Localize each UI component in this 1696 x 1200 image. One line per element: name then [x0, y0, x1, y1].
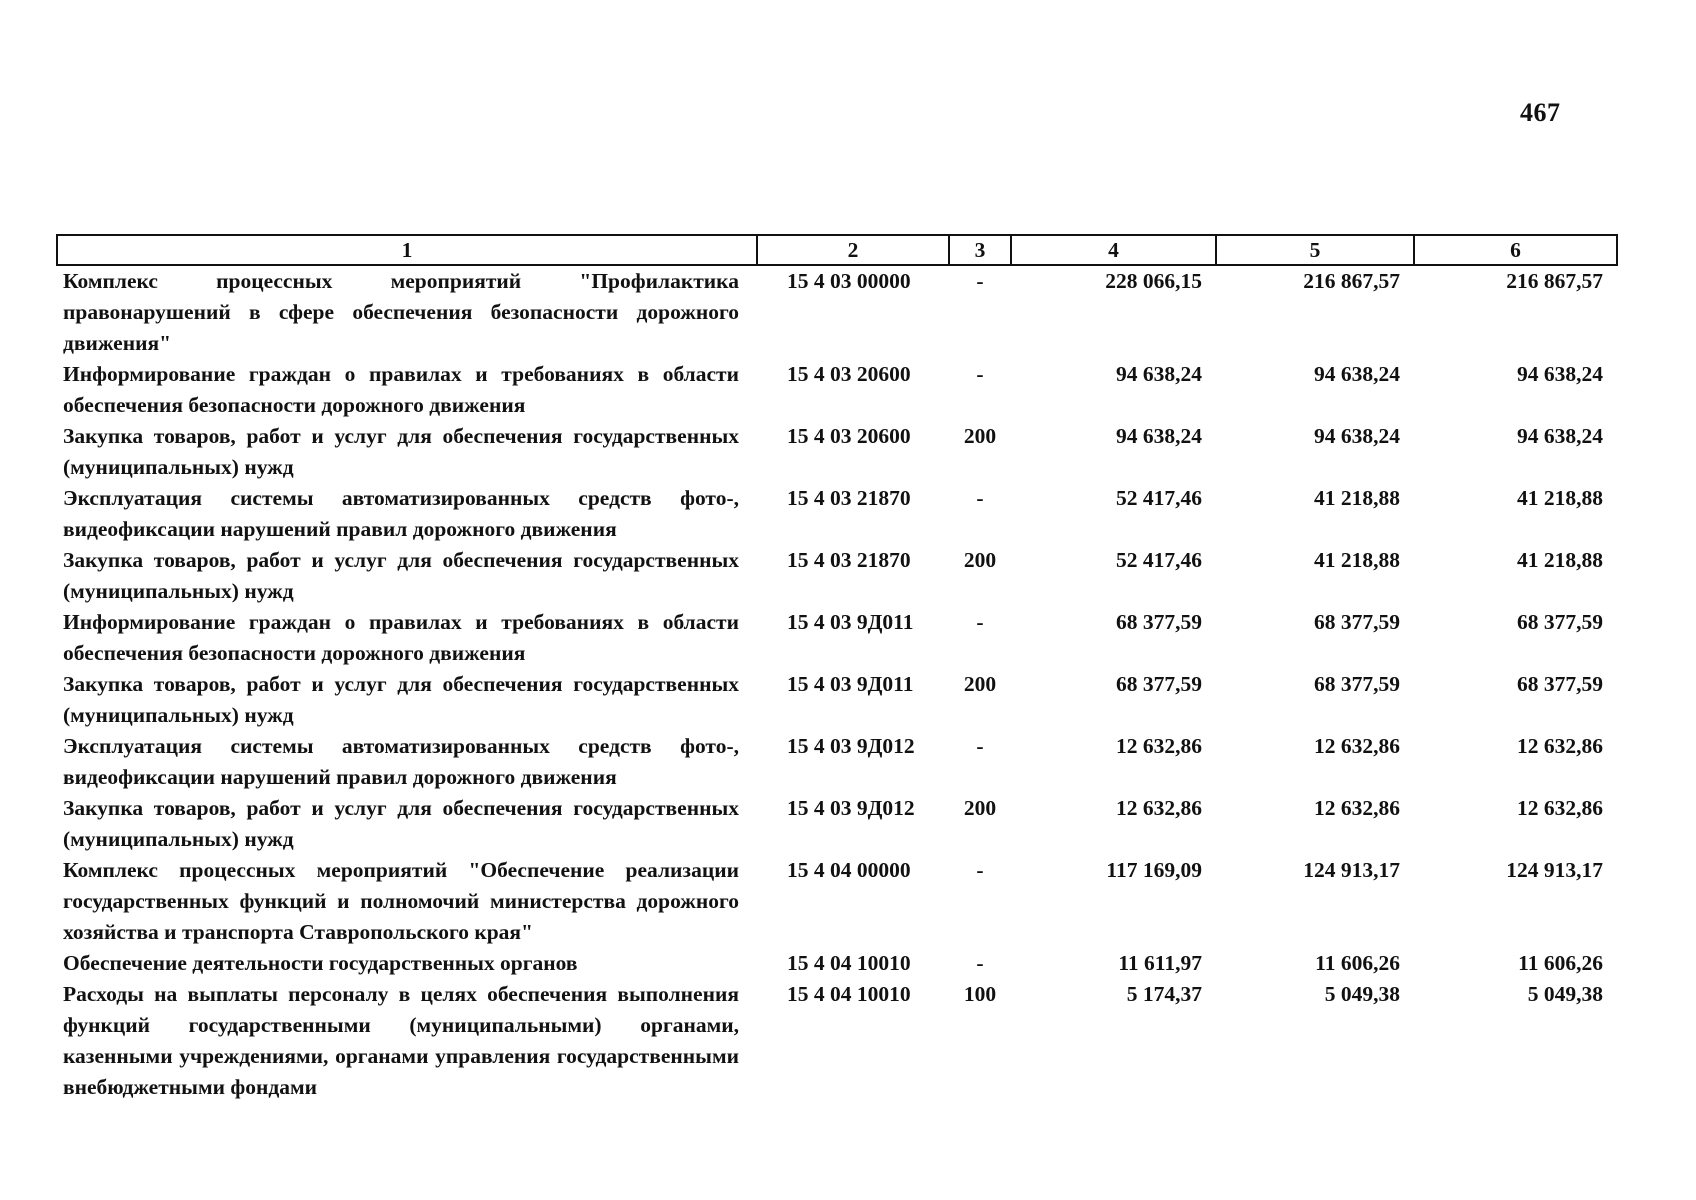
row-amount-col6: 68 377,59 [1517, 672, 1603, 696]
table-row [57, 483, 1617, 545]
row-description: Обеспечение деятельности государственных органов [63, 951, 578, 975]
row-description: Закупка товаров, работ и услуг для обеспечения государственных (муниципальных) нужд [63, 796, 739, 851]
row-code: 15 4 03 21870 [787, 548, 911, 572]
column-header-1: 1 [57, 235, 757, 265]
header-row [57, 235, 1617, 265]
table-row [57, 265, 1617, 359]
row-expense-type: - [976, 858, 984, 882]
table-row [57, 979, 1617, 1103]
row-amount-col4: 228 066,15 [1105, 269, 1202, 293]
row-amount-col5: 124 913,17 [1303, 858, 1400, 882]
table-row [57, 421, 1617, 483]
row-description: Информирование граждан о правилах и требованиях в области обеспечения безопасности дорожного движения [63, 610, 739, 665]
table-row [57, 855, 1617, 948]
row-expense-type: - [976, 734, 984, 758]
row-expense-type: 200 [963, 672, 997, 696]
row-description: Закупка товаров, работ и услуг для обеспечения государственных (муниципальных) нужд [63, 424, 739, 479]
row-amount-col4: 12 632,86 [1116, 734, 1202, 758]
row-amount-col5: 41 218,88 [1314, 486, 1400, 510]
row-amount-col4: 11 611,97 [1118, 951, 1202, 975]
row-amount-col5: 94 638,24 [1314, 424, 1400, 448]
row-amount-col6: 94 638,24 [1517, 362, 1603, 386]
row-amount-col4: 52 417,46 [1116, 548, 1202, 572]
row-amount-col4: 5 174,37 [1126, 982, 1202, 1006]
row-amount-col4: 52 417,46 [1116, 486, 1202, 510]
row-amount-col5: 94 638,24 [1314, 362, 1400, 386]
row-expense-type: 200 [963, 796, 997, 820]
row-amount-col6: 11 606,26 [1518, 951, 1603, 975]
table-header [57, 235, 1617, 265]
row-code: 15 4 03 9Д012 [787, 796, 915, 820]
row-expense-type: - [976, 951, 984, 975]
row-amount-col4: 117 169,09 [1106, 858, 1202, 882]
row-expense-type: - [976, 362, 984, 386]
row-code: 15 4 03 20600 [787, 424, 911, 448]
row-code: 15 4 04 10010 [787, 982, 911, 1006]
row-description: Расходы на выплаты персоналу в целях обеспечения выполнения функций государственными (муниципальными) органами, казенными учреждениями, органами управления государственными внебюджетными фондами [63, 982, 739, 1099]
row-code: 15 4 03 9Д011 [787, 610, 914, 634]
row-description: Эксплуатация системы автоматизированных средств фото-, видеофиксации нарушений правил дорожного движения [63, 734, 739, 789]
row-amount-col4: 68 377,59 [1116, 672, 1202, 696]
row-expense-type: - [976, 610, 984, 634]
row-amount-col4: 12 632,86 [1116, 796, 1202, 820]
row-description: Комплекс процессных мероприятий "Обеспечение реализации государственных функций и полномочий министерства дорожного хозяйства и транспорта Ставропольского края" [63, 858, 739, 944]
row-code: 15 4 03 21870 [787, 486, 911, 510]
row-description: Информирование граждан о правилах и требованиях в области обеспечения безопасности дорожного движения [63, 362, 739, 417]
row-amount-col5: 5 049,38 [1324, 982, 1400, 1006]
row-expense-type: 100 [963, 982, 997, 1006]
row-code: 15 4 03 9Д011 [787, 672, 914, 696]
row-code: 15 4 03 00000 [787, 269, 911, 293]
column-header-3: 3 [949, 235, 1011, 265]
row-amount-col5: 12 632,86 [1314, 796, 1400, 820]
row-amount-col6: 94 638,24 [1517, 424, 1603, 448]
row-amount-col5: 11 606,26 [1315, 951, 1400, 975]
row-amount-col5: 68 377,59 [1314, 610, 1400, 634]
row-expense-type: 200 [963, 548, 997, 572]
table-row [57, 607, 1617, 669]
row-amount-col5: 12 632,86 [1314, 734, 1400, 758]
row-amount-col4: 94 638,24 [1116, 424, 1202, 448]
column-header-2: 2 [757, 235, 949, 265]
table-row [57, 793, 1617, 855]
row-amount-col5: 68 377,59 [1314, 672, 1400, 696]
row-amount-col6: 12 632,86 [1517, 796, 1603, 820]
row-amount-col4: 94 638,24 [1116, 362, 1202, 386]
table-row [57, 359, 1617, 421]
budget-table [56, 234, 1618, 1103]
row-amount-col6: 124 913,17 [1506, 858, 1603, 882]
row-expense-type: 200 [963, 424, 997, 448]
row-code: 15 4 04 10010 [787, 951, 911, 975]
row-amount-col4: 68 377,59 [1116, 610, 1202, 634]
row-code: 15 4 03 9Д012 [787, 734, 915, 758]
row-code: 15 4 03 20600 [787, 362, 911, 386]
row-description: Эксплуатация системы автоматизированных средств фото-, видеофиксации нарушений правил дорожного движения [63, 486, 739, 541]
row-code: 15 4 04 00000 [787, 858, 911, 882]
page-number: 467 [1520, 98, 1561, 127]
row-amount-col6: 12 632,86 [1517, 734, 1603, 758]
row-amount-col6: 68 377,59 [1517, 610, 1603, 634]
row-description: Комплекс процессных мероприятий "Профилактика правонарушений в сфере обеспечения безопасности дорожного движения" [63, 269, 739, 355]
table-row [57, 948, 1617, 979]
row-amount-col6: 41 218,88 [1517, 486, 1603, 510]
row-amount-col6: 216 867,57 [1506, 269, 1603, 293]
row-amount-col6: 5 049,38 [1527, 982, 1603, 1006]
table-row [57, 669, 1617, 731]
column-header-6: 6 [1414, 235, 1617, 265]
table-row [57, 731, 1617, 793]
column-header-5: 5 [1216, 235, 1414, 265]
row-description: Закупка товаров, работ и услуг для обеспечения государственных (муниципальных) нужд [63, 548, 739, 603]
row-amount-col5: 216 867,57 [1303, 269, 1400, 293]
row-amount-col6: 41 218,88 [1517, 548, 1603, 572]
row-expense-type: - [976, 486, 984, 510]
table-row [57, 545, 1617, 607]
column-header-4: 4 [1011, 235, 1216, 265]
row-amount-col5: 41 218,88 [1314, 548, 1400, 572]
row-expense-type: - [976, 269, 984, 293]
row-description: Закупка товаров, работ и услуг для обеспечения государственных (муниципальных) нужд [63, 672, 739, 727]
table-body [57, 265, 1617, 1103]
